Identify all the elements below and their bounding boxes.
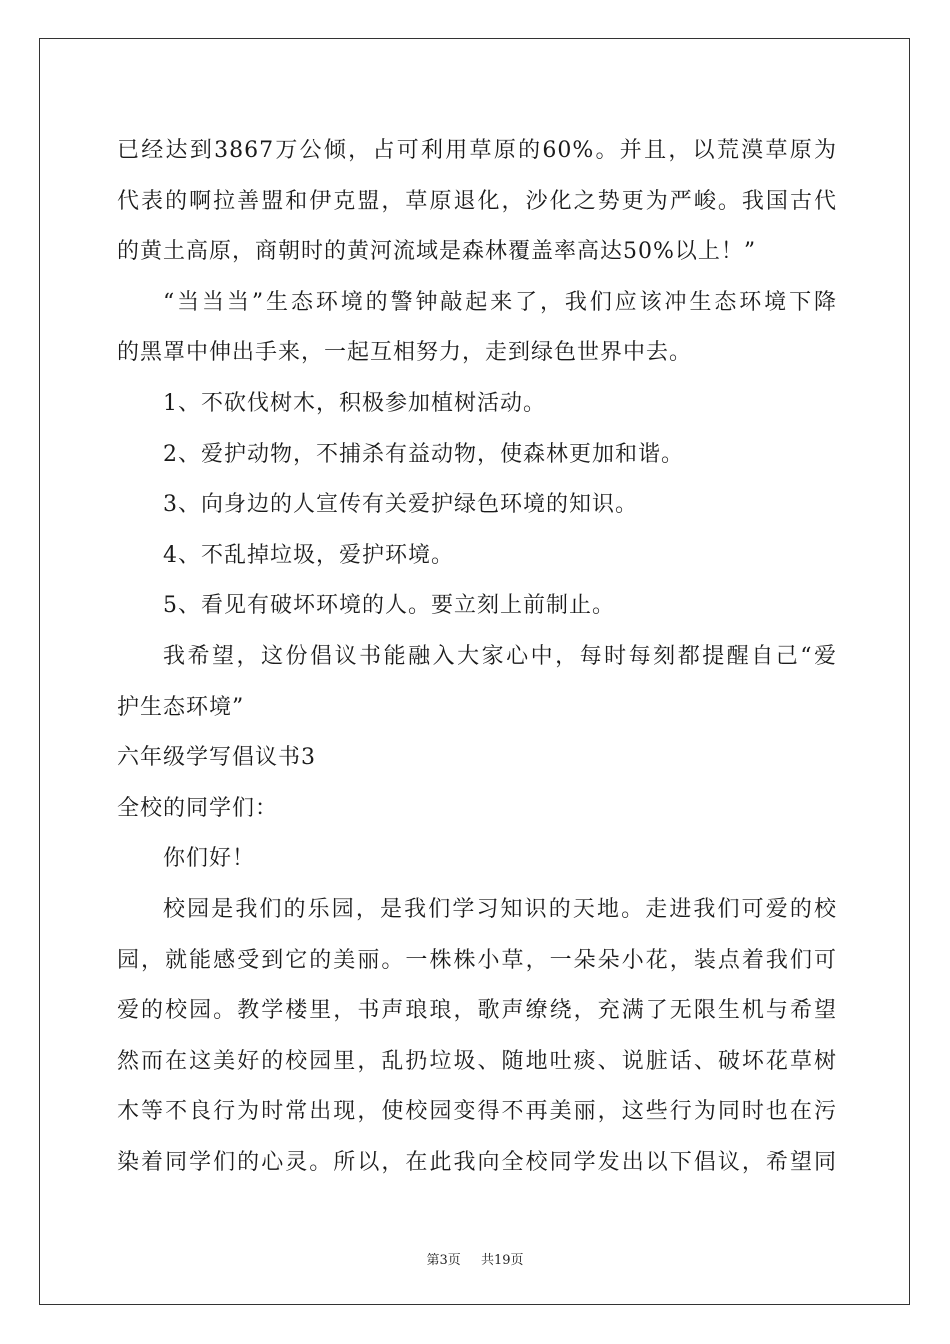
text-line: 代表的啊拉善盟和伊克盟，草原退化，沙化之势更为严峻。我国古代 — [117, 188, 837, 214]
text-line: 你们好！ — [163, 846, 256, 872]
text-line: 护生态环境” — [117, 694, 245, 720]
text-line: 4、不乱掉垃圾，爱护环境。 — [163, 542, 454, 568]
text-line: 5、看见有破坏环境的人。要立刻上前制止。 — [163, 593, 615, 619]
text-line: 1、不砍伐树木，积极参加植树活动。 — [163, 390, 546, 416]
text-line: 的黑罩中伸出手来，一起互相努力，走到绿色世界中去。 — [117, 340, 693, 366]
text-line: 爱的校园。教学楼里，书声琅琅，歌声缭绕，充满了无限生机与希望 — [117, 998, 837, 1024]
page-number: 第3页 — [426, 1253, 461, 1268]
text-line: 3、向身边的人宣传有关爱护绿色环境的知识。 — [163, 492, 638, 518]
text-line: 的黄土高原，商朝时的黄河流域是森林覆盖率高达50%以上！” — [117, 239, 757, 265]
text-line: 全校的同学们： — [117, 795, 279, 821]
text-line: 校园是我们的乐园，是我们学习知识的天地。走进我们可爱的校 — [163, 896, 837, 922]
text-line: 我希望，这份倡议书能融入大家心中，每时每刻都提醒自己“爱 — [163, 643, 837, 669]
text-line: 木等不良行为时常出现，使校园变得不再美丽，这些行为同时也在污 — [117, 1099, 837, 1125]
text-line: 园，就能感受到它的美丽。一株株小草，一朵朵小花，装点着我们可 — [117, 947, 837, 973]
text-line: 已经达到3867万公倾，占可利用草原的60%。并且，以荒漠草原为 — [117, 138, 837, 163]
document-body — [117, 126, 837, 1188]
page-total: 共19页 — [481, 1253, 524, 1268]
text-line: 染着同学们的心灵。所以，在此我向全校同学发出以下倡议，希望同 — [117, 1149, 837, 1175]
text-line: 然而在这美好的校园里，乱扔垃圾、随地吐痰、说脏话、破坏花草树 — [117, 1048, 837, 1074]
text-line: 2、爱护动物，不捕杀有益动物，使森林更加和谐。 — [163, 441, 684, 467]
page-footer — [0, 1249, 950, 1268]
text-line: 六年级学写倡议书3 — [117, 745, 316, 771]
text-line: “当当当”生态环境的警钟敲起来了，我们应该冲生态环境下降 — [163, 289, 837, 315]
